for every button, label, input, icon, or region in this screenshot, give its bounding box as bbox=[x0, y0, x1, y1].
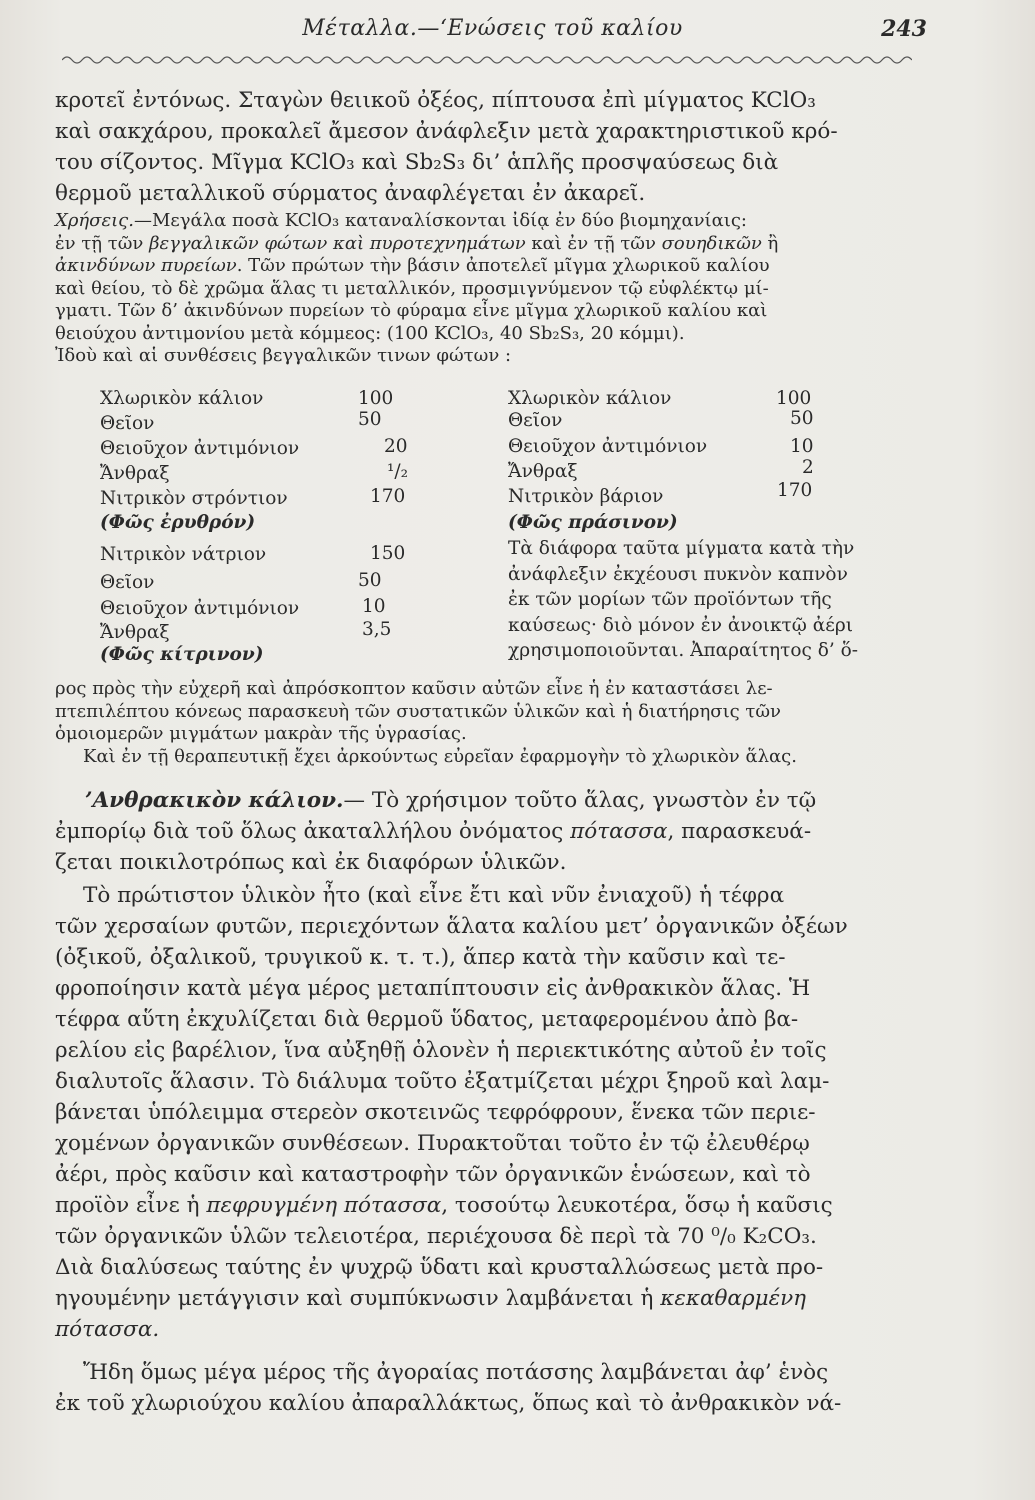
text-line: ρελίου εἰς βαρέλιον, ἵνα αὐξηθῇ ὁλονὲν ἡ περιεκτικότης αὐτοῦ ἐν τοῖς bbox=[55, 1038, 827, 1063]
carbonate-section bbox=[55, 790, 925, 883]
ingredient-amount: 50 bbox=[790, 408, 814, 429]
ingredient-name: Θεῖον bbox=[100, 413, 155, 434]
final-paragraph bbox=[55, 1362, 925, 1424]
text-line: Καὶ ἐν τῇ θεραπευτικῇ ἔχει ἀρκούντως εὐρεῖαν ἐφαρμογὴν τὸ χλωρικὸν ἅλας. bbox=[83, 745, 797, 767]
text-line: πότασσα. bbox=[55, 1317, 160, 1342]
ingredient-name: Θειοῦχον ἀντιμόνιον bbox=[100, 598, 300, 619]
text-line: ρος πρὸς τὴν εὐχερῆ καὶ ἀπρόσκοπτον καῦσιν αὐτῶν εἶνε ἡ ἐν καταστάσει λε- bbox=[55, 678, 773, 699]
ingredient-amount: 150 bbox=[370, 543, 406, 564]
text-line: ὁμοιομερῶν μιγμάτων μακρὰν τῆς ὑγρασίας. bbox=[55, 723, 467, 744]
ingredient-amount: 100 bbox=[776, 388, 812, 409]
ingredient-name: Ἄνθραξ bbox=[100, 463, 170, 484]
text-line: βάνεται ὑπόλειμμα στερεὸν σκοτεινῶς τεφρόφρουν, ἕνεκα τῶν περιε- bbox=[55, 1100, 816, 1125]
text-line: καύσεως· διὸ μόνον ἐν ἀνοικτῷ ἀέρι bbox=[508, 614, 853, 636]
ingredient-name: Νιτρικὸν στρόντιον bbox=[100, 488, 288, 509]
ingredient-amount: 3,5 bbox=[362, 619, 392, 640]
text-line: ἐμπορίῳ διὰ τοῦ ὅλως ἀκαταλλήλου ὀνόματος πότασσα, παρασκευά- bbox=[55, 819, 812, 844]
text-line: προϊὸν εἶνε ἡ πεφρυγμένη πότασσα, τοσούτῳ λευκοτέρα, ὅσῳ ἡ καῦσις bbox=[55, 1193, 833, 1218]
text-line: ζεται ποικιλοτρόπως καὶ ἐκ διαφόρων ὑλικῶν. bbox=[55, 850, 567, 875]
text-line: θερμοῦ μεταλλικοῦ σύρματος ἀναφλέγεται ἐν ἀκαρεῖ. bbox=[55, 181, 646, 206]
recipes-description bbox=[508, 536, 968, 664]
text-line: Διὰ διαλύσεως ταύτης ἐν ψυχρῷ ὕδατι καὶ κρυσταλλώσεως μετὰ προ- bbox=[55, 1255, 824, 1280]
ingredient-amount: 170 bbox=[777, 480, 813, 501]
text-line: τέφρα αὕτη ἐκχυλίζεται διὰ θερμοῦ ὕδατος, μεταφερομένου ἀπὸ βα- bbox=[55, 1007, 799, 1032]
text-line: τῶν χερσαίων φυτῶν, περιεχόντων ἅλατα καλίου μετ’ ὀργανικῶν ὀξέων bbox=[55, 914, 848, 939]
body-paragraph bbox=[55, 885, 925, 1350]
ingredient-name: Νιτρικὸν νάτριον bbox=[100, 544, 267, 565]
ingredient-name: Χλωρικὸν κάλιον bbox=[508, 388, 672, 409]
recipe-caption-green: (Φῶς πράσινον) bbox=[508, 512, 678, 533]
text-line: ἀνάφλεξιν ἐκχέουσι πυκνὸν καπνὸν bbox=[508, 563, 848, 585]
text-line: ἐκ τοῦ χλωριούχου καλίου ἀπαραλλάκτως, ὅπως καὶ τὸ ἀνθρακικὸν νά- bbox=[55, 1391, 842, 1416]
text-line: τῶν ὀργανικῶν ὑλῶν τελειοτέρα, περιέχουσα δὲ περὶ τὰ 70 ⁰/₀ K₂CO₃. bbox=[55, 1224, 817, 1249]
ingredient-name: Θειοῦχον ἀντιμόνιον bbox=[508, 436, 708, 457]
ingredient-amount: 2 bbox=[802, 457, 814, 478]
ingredient-name: Νιτρικὸν βάριον bbox=[508, 486, 664, 507]
text-line: γματι. Τῶν δ’ ἀκινδύνων πυρείων τὸ φύραμα εἶνε μῖγμα χλωρικοῦ καλίου καὶ bbox=[55, 300, 768, 321]
ingredient-name: Θειοῦχον ἀντιμόνιον bbox=[100, 438, 300, 459]
text-line: χομένων ὀργανικῶν συνθέσεων. Πυρακτοῦται τοῦτο ἐν τῷ ἐλευθέρῳ bbox=[55, 1131, 810, 1156]
intro-paragraph bbox=[55, 90, 925, 214]
text-line: Χρήσεις.—Μεγάλα ποσὰ KClO₃ καταναλίσκονται ἰδίᾳ ἐν δύο βιομηχανίαις: bbox=[55, 210, 747, 231]
uses-heading: Χρήσεις. bbox=[55, 210, 134, 231]
ingredient-amount: 170 bbox=[370, 486, 406, 507]
uses-paragraph bbox=[55, 212, 925, 370]
ingredient-amount: 50 bbox=[358, 409, 382, 430]
text-line: ἀκινδύνων πυρείων. Τῶν πρώτων τὴν βάσιν ἀποτελεῖ μῖγμα χλωρικοῦ καλίου bbox=[55, 255, 770, 276]
ingredient-amount: 10 bbox=[790, 436, 814, 457]
text-line: πτεπιλέπτου κόνεως παρασκευὴ τῶν συστατικῶν ὑλικῶν καὶ ἡ διατήρησις τῶν bbox=[55, 700, 782, 722]
text-line: Τὸ πρώτιστον ὑλικὸν ἦτο (καὶ εἶνε ἔτι καὶ νῦν ἐνιαχοῦ) ἡ τέφρα bbox=[83, 883, 785, 908]
text-line: ἀέρι, πρὸς καῦσιν καὶ καταστροφὴν τῶν ὀργανικῶν ἑνώσεων, καὶ τὸ bbox=[55, 1162, 811, 1187]
text-line: του σίζοντος. Μῖγμα KClO₃ καὶ Sb₂S₃ δι’ ἁπλῆς προσψαύσεως διὰ bbox=[55, 150, 779, 175]
ingredient-name: Χλωρικὸν κάλιον bbox=[100, 388, 264, 409]
text-line: θειούχου ἀντιμονίου μετὰ κόμμεος: (100 KClO₃, 40 Sb₂S₃, 20 κόμμι). bbox=[55, 322, 685, 344]
ingredient-name: Θεῖον bbox=[100, 572, 155, 593]
ingredient-name: Ἄνθραξ bbox=[100, 622, 170, 643]
page-number: 243 bbox=[881, 16, 927, 42]
text-line: διαλυτοῖς ἅλασιν. Τὸ διάλυμα τοῦτο ἐξατμίζεται μέχρι ξηροῦ καὶ λαμ- bbox=[55, 1069, 830, 1094]
header-title: Μέταλλα.—‘Ενώσεις τοῦ καλίου bbox=[302, 16, 683, 41]
ingredient-amount: 20 bbox=[384, 436, 408, 457]
ingredient-amount: ¹/₂ bbox=[387, 461, 409, 482]
text-line: καὶ θείου, τὸ δὲ χρῶμα ἅλας τι μεταλλικόν, προσμιγνύμενον τῷ εὐφλέκτῳ μί- bbox=[55, 277, 769, 299]
text-line: κροτεῖ ἐντόνως. Σταγὼν θειικοῦ ὀξέος, πίπτουσα ἐπὶ μίγματος KClO₃ bbox=[55, 88, 816, 113]
text-line: φροποίησιν κατὰ μέγα μέρος μεταπίπτουσιν εἰς ἀνθρακικὸν ἅλας. Ἡ bbox=[55, 976, 811, 1001]
text-line: ἐκ τῶν μορίων τῶν προϊόντων τῆς bbox=[508, 589, 832, 610]
recipe-caption-red: (Φῶς ἐρυθρόν) bbox=[100, 512, 256, 533]
text-line: καὶ σακχάρου, προκαλεῖ ἄμεσον ἀνάφλεξιν μετὰ χαρακτηριστικοῦ κρό- bbox=[55, 119, 838, 144]
text-line: ἐν τῇ τῶν βεγγαλικῶν φώτων καὶ πυροτεχνημάτων καὶ ἐν τῇ τῶν σουηδικῶν ἢ bbox=[55, 232, 779, 254]
text-line: ’Ανθρακικὸν κάλιον.— Τὸ χρήσιμον τοῦτο ἅλας, γνωστὸν ἐν τῷ bbox=[85, 788, 817, 813]
decorative-wave-rule bbox=[62, 52, 912, 66]
text-line: χρησιμοποιοῦνται. Ἀπαραίτητος δ’ ὅ- bbox=[508, 640, 858, 661]
running-header bbox=[60, 6, 925, 46]
ingredient-amount: 10 bbox=[362, 596, 386, 617]
ingredient-amount: 50 bbox=[358, 570, 382, 591]
recipes-conclusion bbox=[55, 680, 925, 770]
recipe-caption-yellow: (Φῶς κίτρινον) bbox=[100, 644, 264, 665]
section-heading: ’Ανθρακικὸν κάλιον. bbox=[85, 788, 344, 813]
ingredient-amount: 100 bbox=[358, 388, 394, 409]
text-line: Ἤδη ὅμως μέγα μέρος τῆς ἀγοραίας ποτάσσης λαμβάνεται ἀφ’ ἑνὸς bbox=[83, 1360, 829, 1385]
text-line: (ὀξικοῦ, ὀξαλικοῦ, τρυγικοῦ κ. τ. τ.), ἅπερ κατὰ τὴν καῦσιν καὶ τε- bbox=[55, 945, 786, 970]
ingredient-name: Ἄνθραξ bbox=[508, 461, 578, 482]
text-line: ηγουμένην μετάγγισιν καὶ συμπύκνωσιν λαμβάνεται ἡ κεκαθαρμένη bbox=[55, 1286, 807, 1311]
ingredient-name: Θεῖον bbox=[508, 410, 563, 431]
text-line: Ἰδοὺ καὶ αἱ συνθέσεις βεγγαλικῶν τινων φώτων : bbox=[55, 345, 512, 366]
text-line: Τὰ διάφορα ταῦτα μίγματα κατὰ τὴν bbox=[508, 538, 855, 559]
